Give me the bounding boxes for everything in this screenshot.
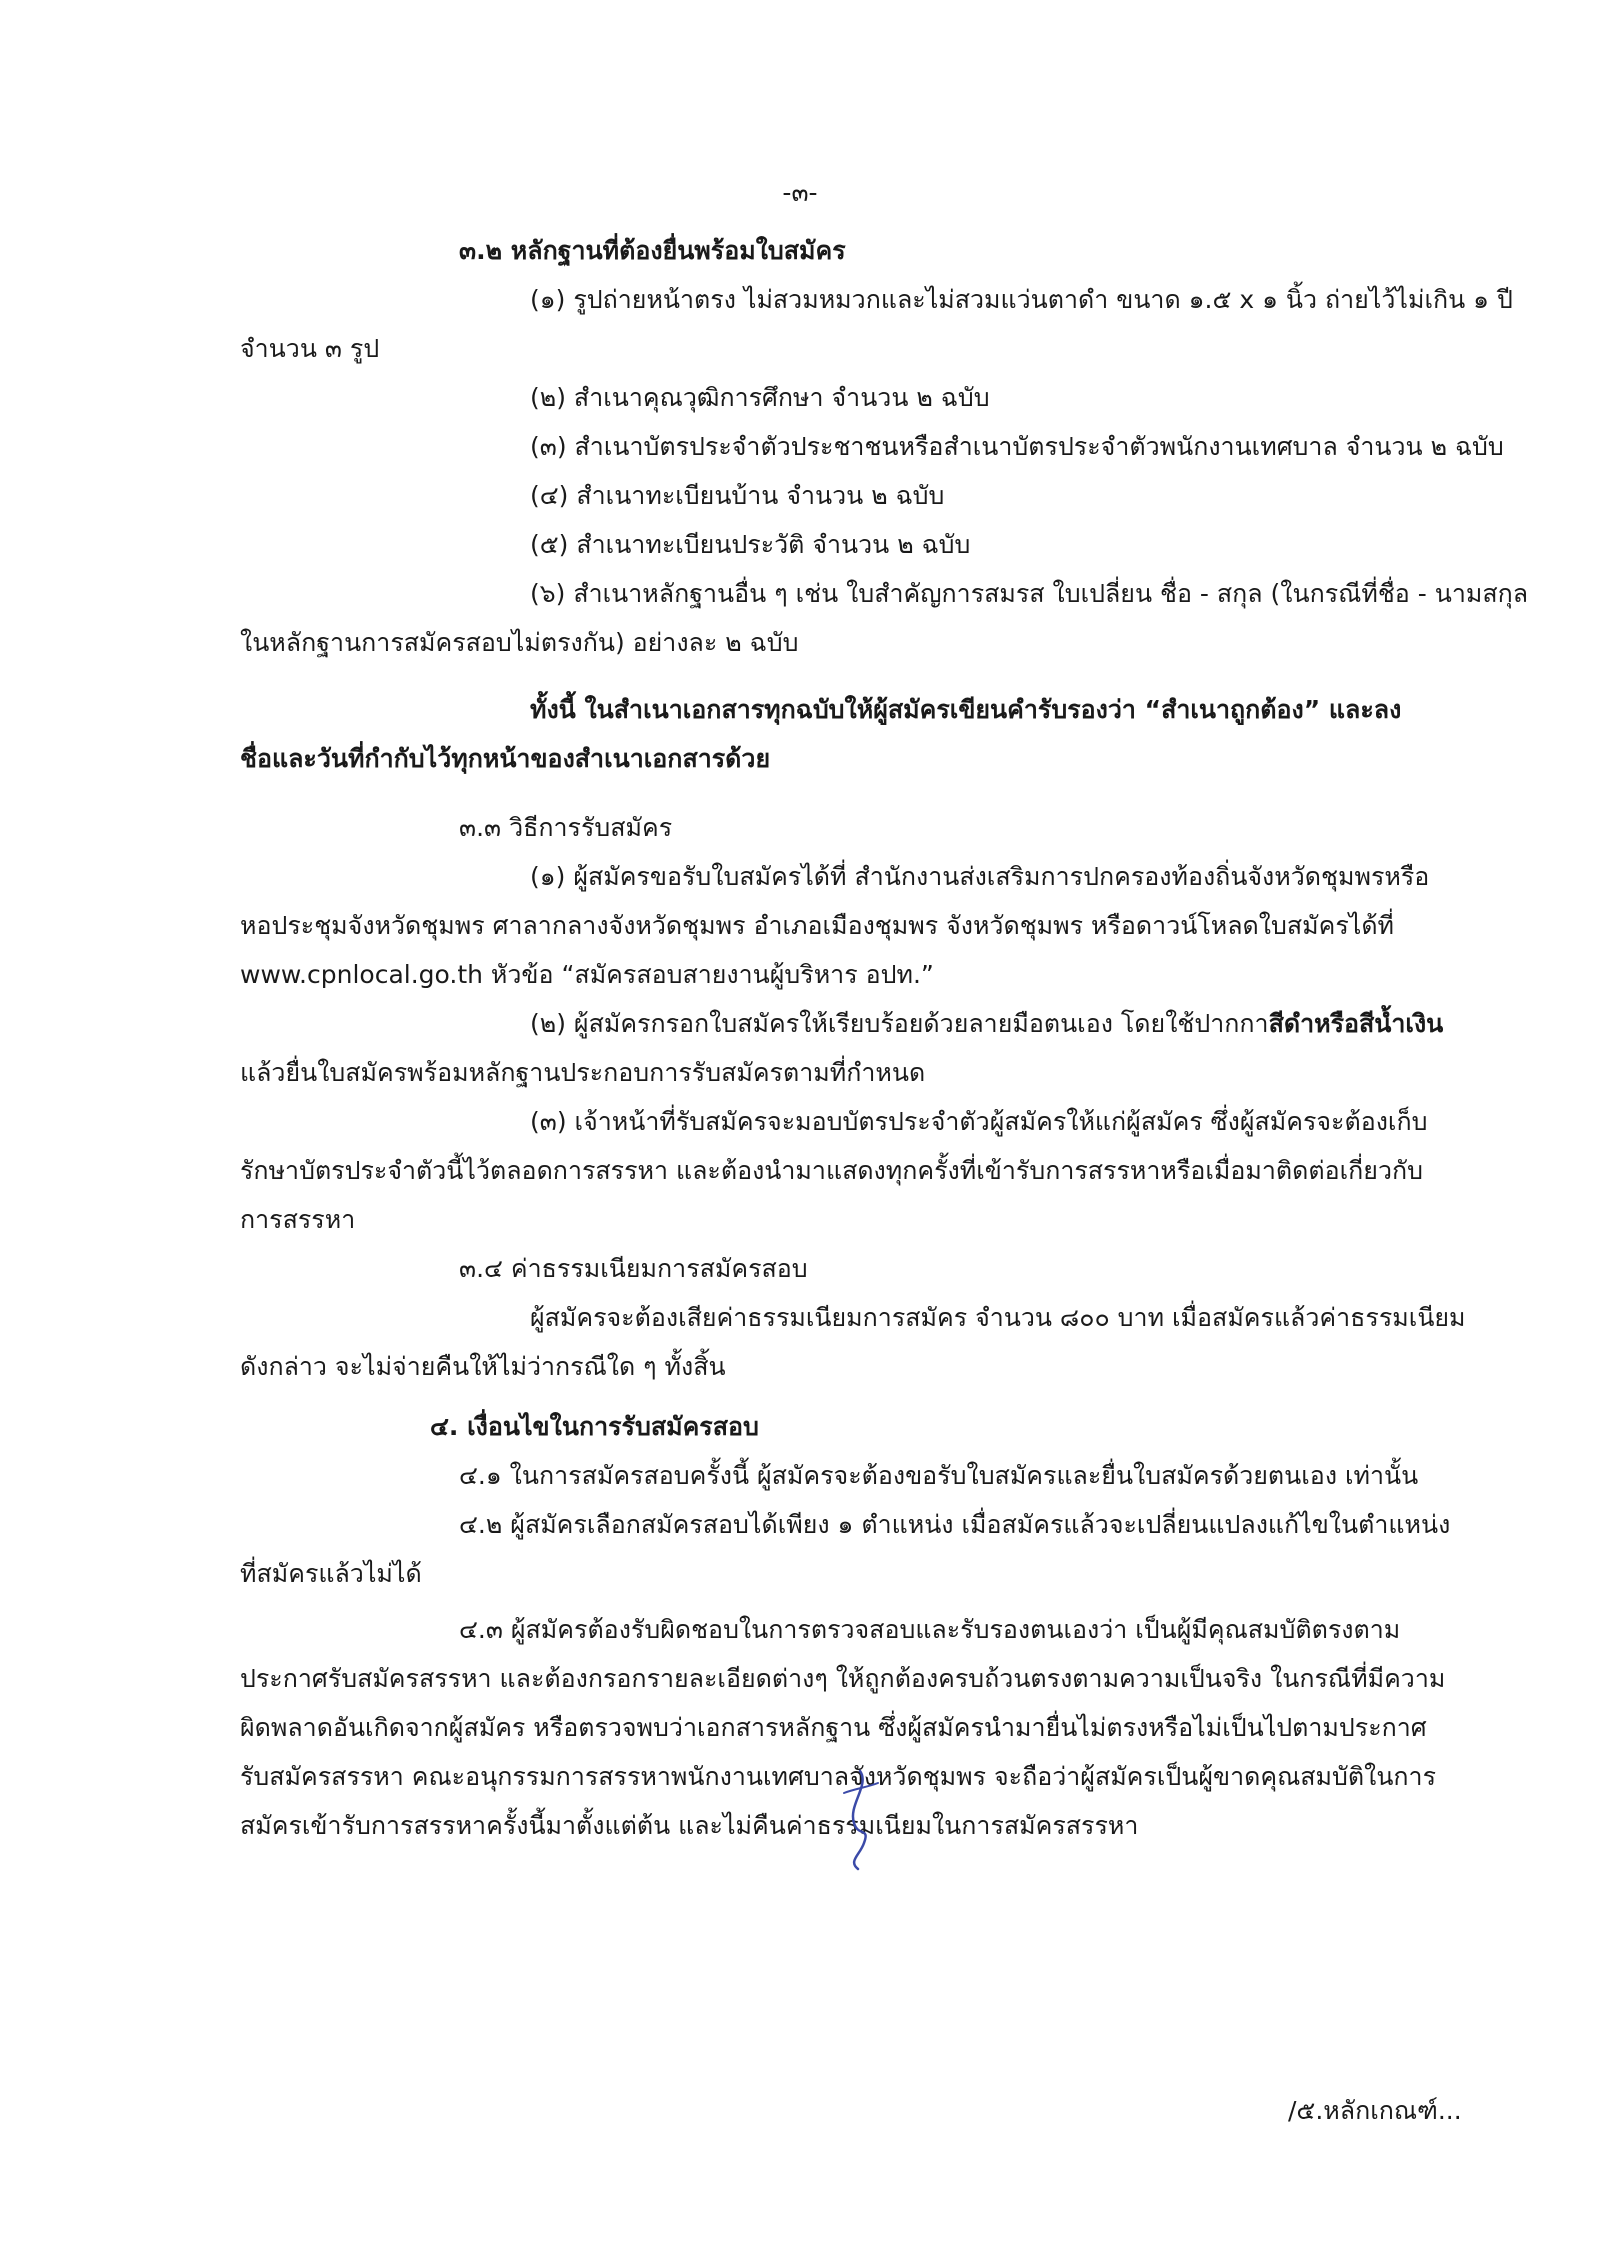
paragraph-line: www.cpnlocal.go.th หัวข้อ “สมัครสอบสายงานผู้บริหาร อปท.”	[240, 960, 934, 989]
paragraph-line: ดังกล่าว จะไม่จ่ายคืนให้ไม่ว่ากรณีใด ๆ ทั้งสิ้น	[240, 1352, 726, 1381]
paragraph-line: ๔.๓ ผู้สมัครต้องรับผิดชอบในการตรวจสอบและรับรองตนเองว่า เป็นผู้มีคุณสมบัติตรงตาม	[459, 1615, 1401, 1644]
paragraph-line: ในหลักฐานการสมัครสอบไม่ตรงกัน) อย่างละ ๒ ฉบับ	[240, 628, 799, 657]
continuation-text: /๕.หลักเกณฑ์...	[1288, 2096, 1462, 2125]
paragraph-line: (๓) สำเนาบัตรประจำตัวประชาชนหรือสำเนาบัตรประจำตัวพนักงานเทศบาล จำนวน ๒ ฉบับ	[530, 432, 1504, 461]
paragraph-line: (๕) สำเนาทะเบียนประวัติ จำนวน ๒ ฉบับ	[530, 530, 971, 559]
section-heading-3-2: ๓.๒ หลักฐานที่ต้องยื่นพร้อมใบสมัคร	[459, 236, 846, 265]
paragraph-line: จำนวน ๓ รูป	[240, 334, 380, 363]
paragraph-line: แล้วยื่นใบสมัครพร้อมหลักฐานประกอบการรับสมัครตามที่กำหนด	[240, 1058, 926, 1087]
paragraph-line: ที่สมัครแล้วไม่ได้	[240, 1559, 422, 1588]
paragraph-line: ๔.๑ ในการสมัครสอบครั้งนี้ ผู้สมัครจะต้องขอรับใบสมัครและยื่นใบสมัครด้วยตนเอง เท่านั้น	[459, 1461, 1419, 1490]
paragraph-line: (๑) ผู้สมัครขอรับใบสมัครได้ที่ สำนักงานส่งเสริมการปกครองท้องถิ่นจังหวัดชุมพรหรือ	[530, 862, 1430, 891]
paragraph-text: (๒) ผู้สมัครกรอกใบสมัครให้เรียบร้อยด้วยลายมือตนเอง โดยใช้ปากกา	[530, 1009, 1269, 1038]
paragraph-line: รักษาบัตรประจำตัวนี้ไว้ตลอดการสรรหา และต้องนำมาแสดงทุกครั้งที่เข้ารับการสรรหาหรือเมื่อมาติดต่อเกี่ยวกับ	[240, 1156, 1423, 1185]
paragraph-line: (๒) สำเนาคุณวุฒิการศึกษา จำนวน ๒ ฉบับ	[530, 383, 990, 412]
handwritten-initial-mark	[830, 1765, 890, 1875]
note-line: ชื่อและวันที่กำกับไว้ทุกหน้าของสำเนาเอกสารด้วย	[240, 744, 771, 773]
emphasis-text: สีดำหรือสีน้ำเงิน	[1268, 1009, 1444, 1038]
paragraph-line: การสรรหา	[240, 1205, 356, 1234]
paragraph-line: หอประชุมจังหวัดชุมพร ศาลากลางจังหวัดชุมพร อำเภอเมืองชุมพร จังหวัดชุมพร หรือดาวน์โหลดใบสมัครได้ที่	[240, 911, 1395, 940]
paragraph-line: ๔.๒ ผู้สมัครเลือกสมัครสอบได้เพียง ๑ ตำแหน่ง เมื่อสมัครแล้วจะเปลี่ยนแปลงแก้ไขในตำแหน่ง	[459, 1510, 1451, 1539]
note-line: ทั้งนี้ ในสำเนาเอกสารทุกฉบับให้ผู้สมัครเขียนคำรับรองว่า “สำเนาถูกต้อง” และลง	[530, 695, 1402, 724]
paragraph-line: ผิดพลาดอันเกิดจากผู้สมัคร หรือตรวจพบว่าเอกสารหลักฐาน ซึ่งผู้สมัครนำมายื่นไม่ตรงหรือไม่เป็นไปตามประกาศ	[240, 1713, 1427, 1742]
section-heading-4: ๔. เงื่อนไขในการรับสมัครสอบ	[430, 1412, 759, 1441]
paragraph-line: ผู้สมัครจะต้องเสียค่าธรรมเนียมการสมัคร จำนวน ๘๐๐ บาท เมื่อสมัครแล้วค่าธรรมเนียม	[530, 1303, 1466, 1332]
paragraph-line: ประกาศรับสมัครสรรหา และต้องกรอกรายละเอียดต่างๆ ให้ถูกต้องครบถ้วนตรงตามความเป็นจริง ในกรณีที่มีความ	[240, 1664, 1446, 1693]
paragraph-line: (๓) เจ้าหน้าที่รับสมัครจะมอบบัตรประจำตัวผู้สมัครให้แก่ผู้สมัคร ซึ่งผู้สมัครจะต้องเก็บ	[530, 1107, 1428, 1136]
paragraph-line: (๑) รูปถ่ายหน้าตรง ไม่สวมหมวกและไม่สวมแว่นตาดำ ขนาด ๑.๕ x ๑ นิ้ว ถ่ายไว้ไม่เกิน ๑ ปี	[530, 285, 1513, 314]
paragraph-line	[530, 1009, 1443, 1039]
paragraph-line: รับสมัครสรรหา คณะอนุกรรมการสรรหาพนักงานเทศบาลจังหวัดชุมพร จะถือว่าผู้สมัครเป็นผู้ขาดคุณสมบัติในการ	[240, 1762, 1437, 1791]
paragraph-line: (๖) สำเนาหลักฐานอื่น ๆ เช่น ใบสำคัญการสมรส ใบเปลี่ยน ชื่อ - สกุล (ในกรณีที่ชื่อ - นามสกุล	[530, 579, 1529, 608]
paragraph-line: (๔) สำเนาทะเบียนบ้าน จำนวน ๒ ฉบับ	[530, 481, 945, 510]
section-heading-3-4: ๓.๔ ค่าธรรมเนียมการสมัครสอบ	[459, 1254, 808, 1283]
page-number: -๓-	[782, 178, 818, 207]
section-heading-3-3: ๓.๓ วิธีการรับสมัคร	[459, 813, 673, 842]
paragraph-line: สมัครเข้ารับการสรรหาครั้งนี้มาตั้งแต่ต้น และไม่คืนค่าธรรมเนียมในการสมัครสรรหา	[240, 1811, 1139, 1840]
